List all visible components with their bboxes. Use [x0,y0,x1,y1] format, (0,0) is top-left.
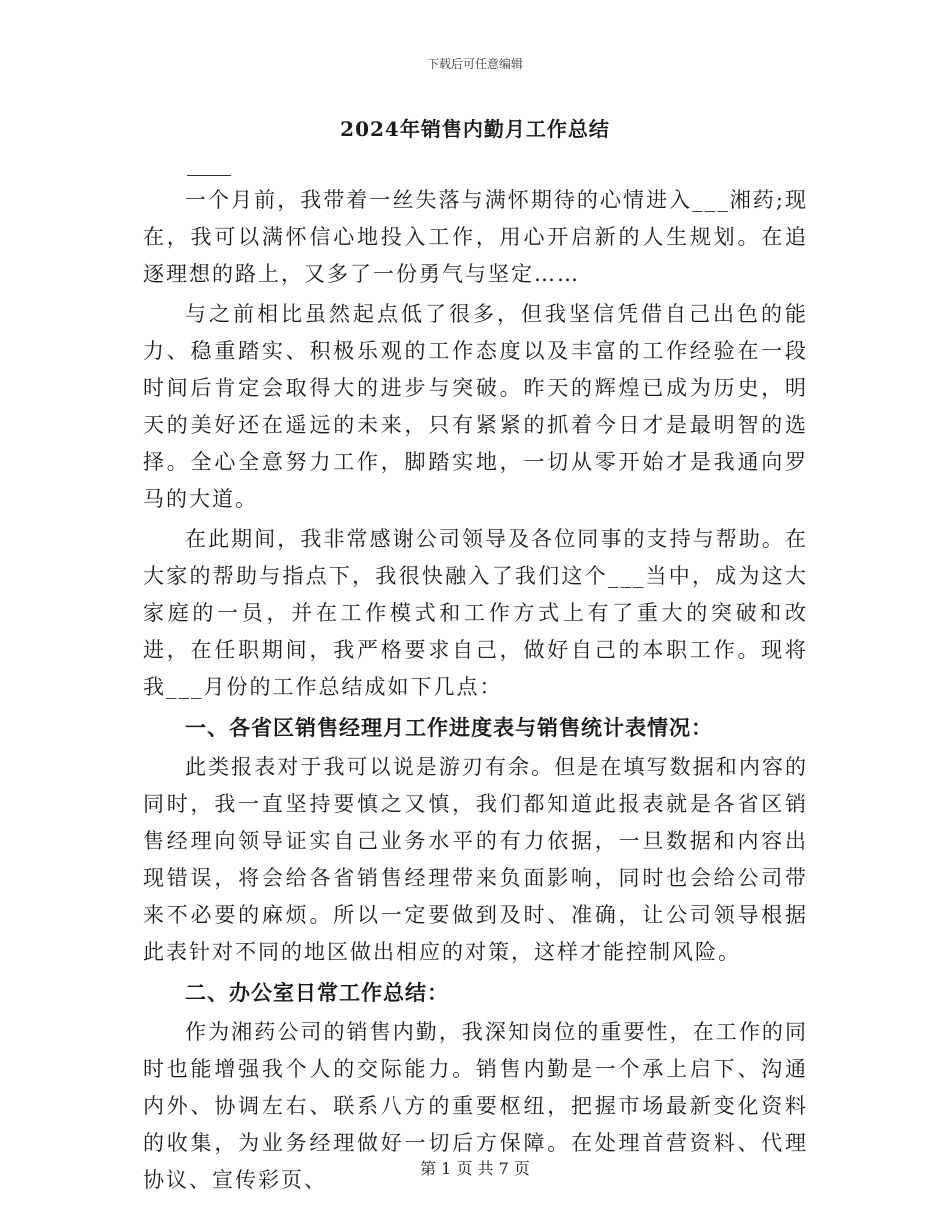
body-paragraph: 作为湘药公司的销售内勤，我深知岗位的重要性，在工作的同时也能增强我个人的交际能力。销售内勤是一个承上启下、沟通内外、协调左右、联系八方的重要枢纽，把握市场最新变化资料的收集，为业务经理做好一切后方保障。在处理首营资料、代理协议、宣传彩页、 [143,1020,808,1192]
document-title: 2024年销售内勤月工作总结 [340,117,610,141]
page-indicator: 第 1 页 共 7 页 [420,1159,530,1178]
body-paragraph: 在此期间，我非常感谢公司领导及各位同事的支持与帮助。在大家的帮助与指点下，我很快融入了我们这个___当中，成为这大家庭的一员，并在工作模式和工作方式上有了重大的突破和改进，在任职期间，我严格要求自己，做好自己的本职工作。现将我___月份的工作总结成如下几点： [143,527,808,699]
document-body [143,182,808,1199]
body-paragraph: 此类报表对于我可以说是游刃有余。但是在填写数据和内容的同时，我一直坚持要慎之又慎，我们都知道此报表就是各省区销售经理向领导证实自己业务水平的有力依据，一旦数据和内容出现错误，将会给各省销售经理带来负面影响，同时也会给公司带来不必要的麻烦。所以一定要做到及时、准确，让公司领导根据此表针对不同的地区做出相应的对策，这样才能控制风险。 [143,755,808,964]
header-note: 下载后可任意编辑 [426,57,523,71]
section-heading: 一、各省区销售经理月工作进度表与销售统计表情况： [185,715,713,740]
body-paragraph: 一个月前，我带着一丝失落与满怀期待的心情进入___湘药;现在，我可以满怀信心地投入工作，用心开启新的人生规划。在追逐理想的路上，又多了一份勇气与坚定…… [143,188,808,286]
body-paragraph: 与之前相比虽然起点低了很多，但我坚信凭借自己出色的能力、稳重踏实、积极乐观的工作态度以及丰富的工作经验在一段时间后肯定会取得大的进步与突破。昨天的辉煌已成为历史，明天的美好还在遥远的未来，只有紧紧的抓着今日才是最明智的选择。全心全意努力工作，脚踏实地，一切从零开始才是我通向罗马的大道。 [143,302,808,511]
short-rule [187,175,231,176]
section-heading: 二、办公室日常工作总结： [185,980,449,1005]
